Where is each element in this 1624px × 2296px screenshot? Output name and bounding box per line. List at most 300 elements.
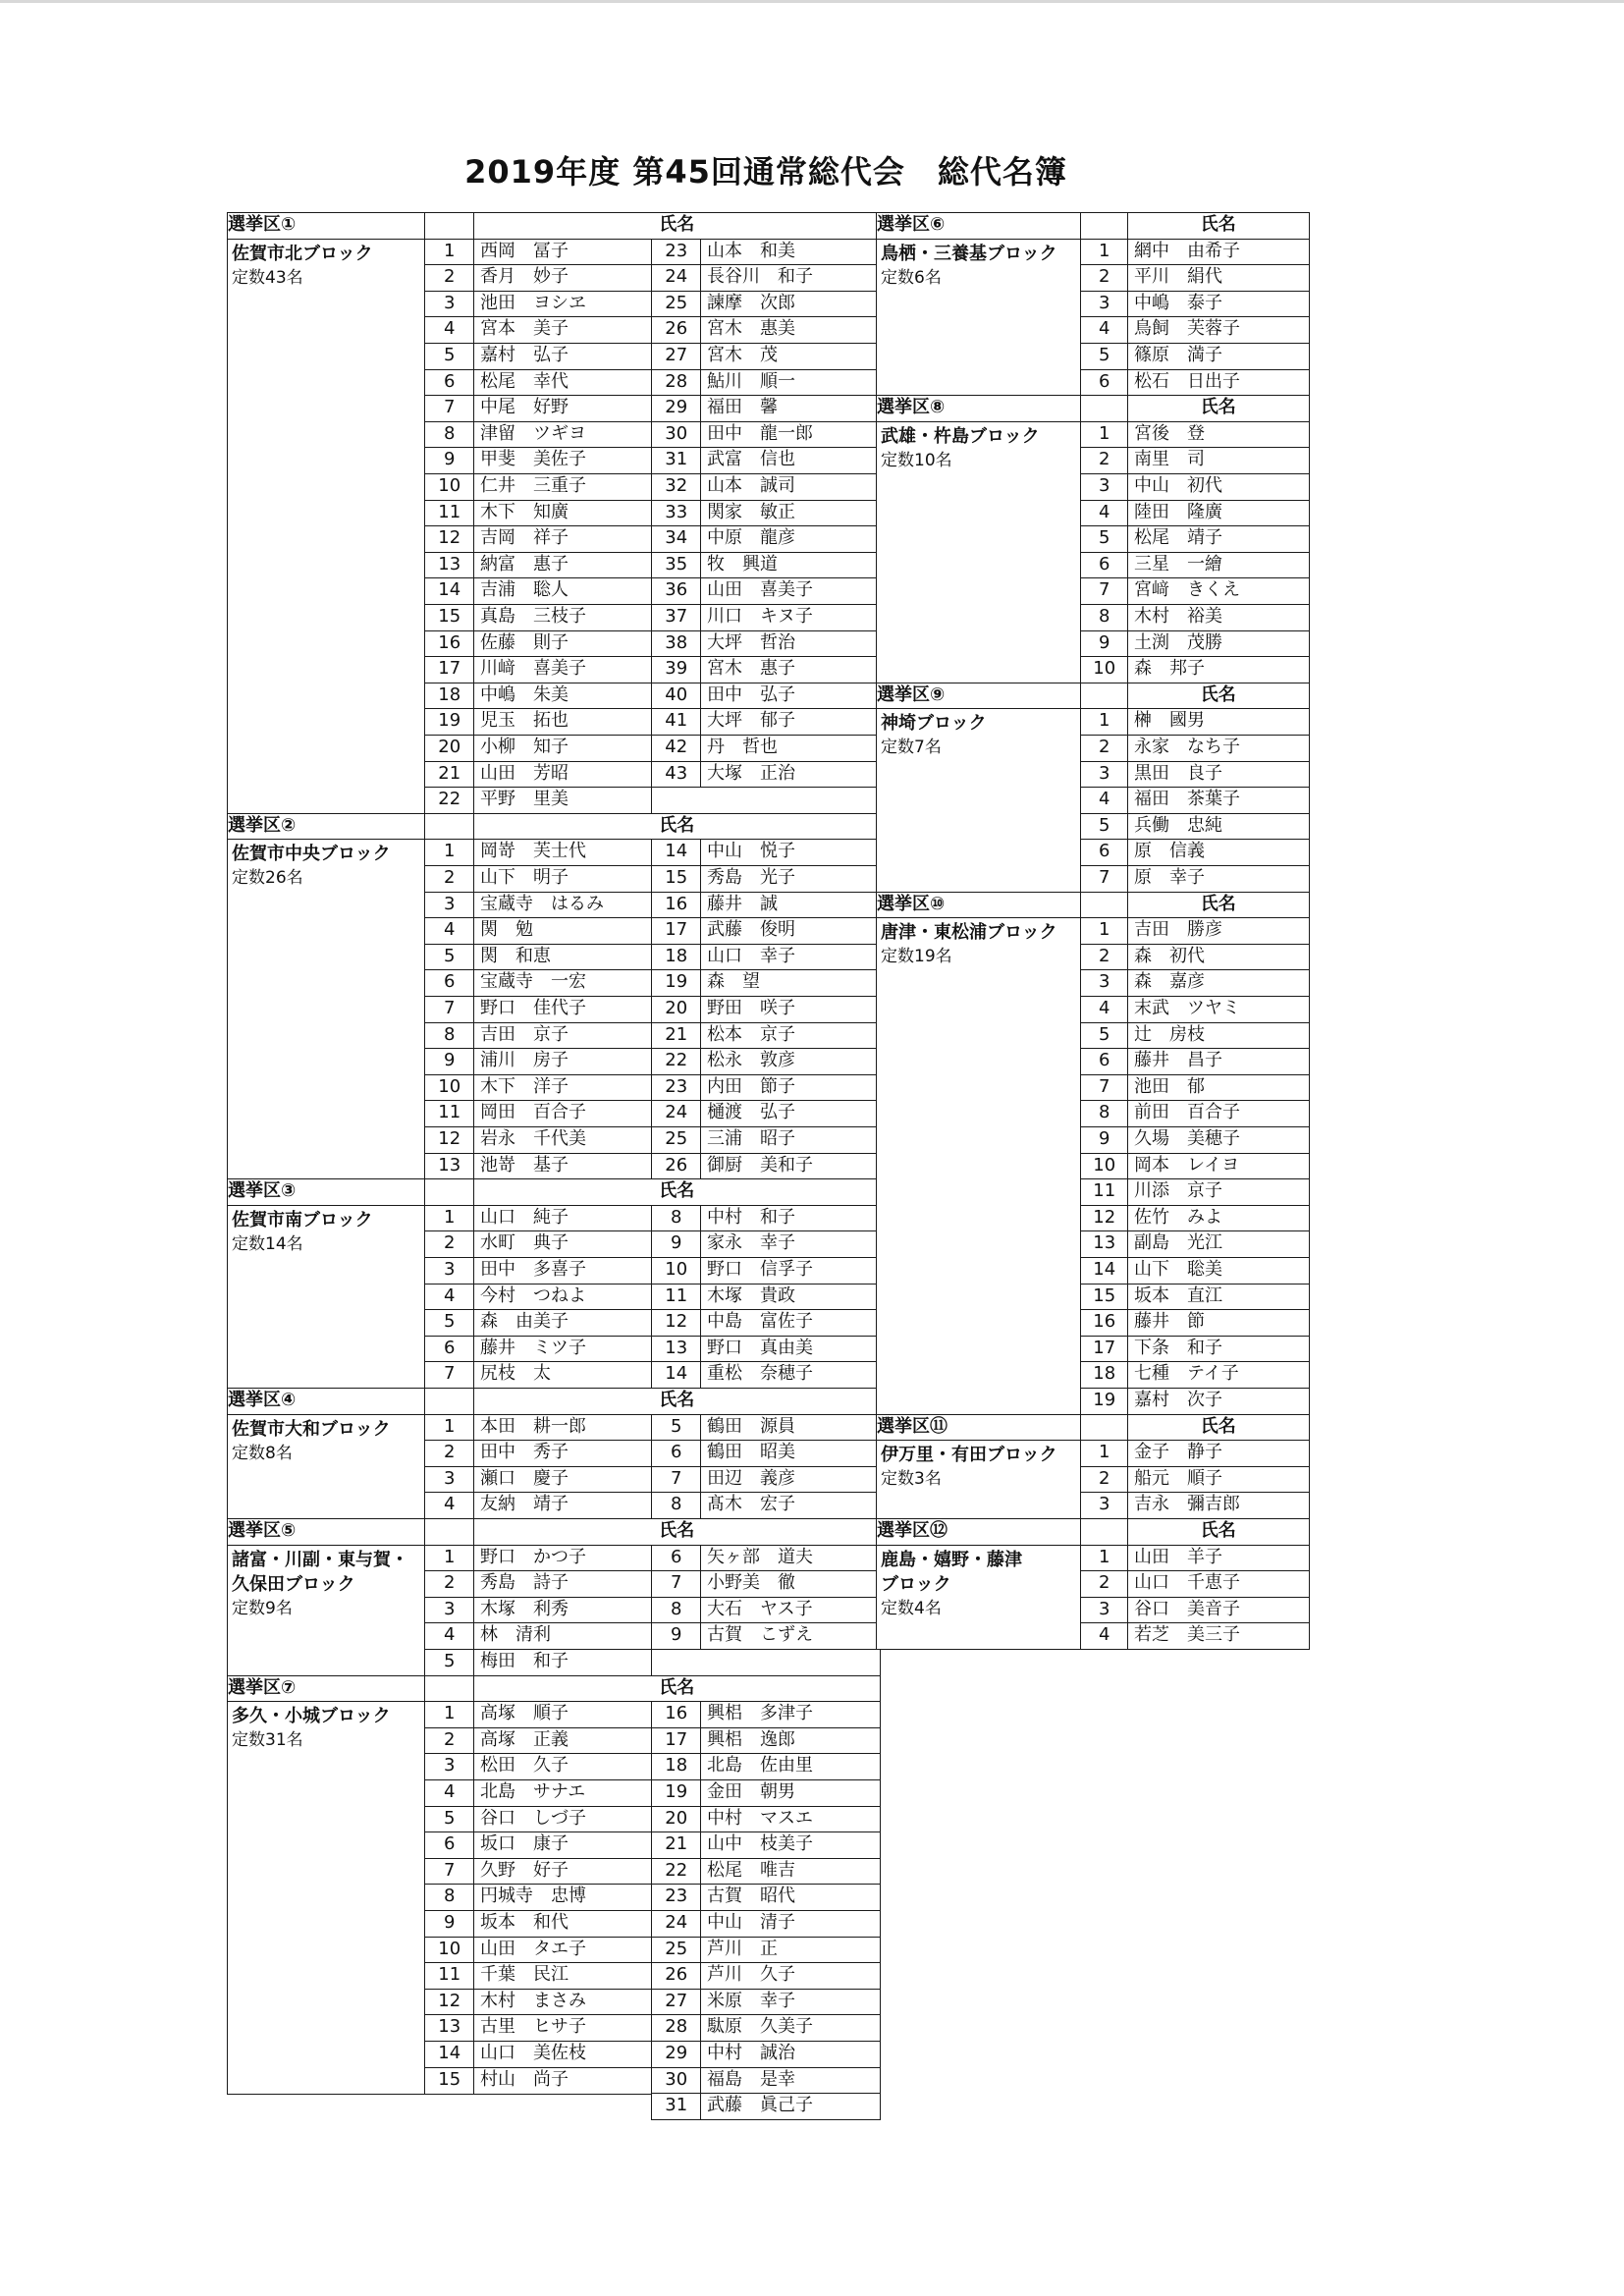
- district-header: 選挙区③: [227, 1178, 426, 1206]
- member-number: 3: [1080, 291, 1129, 318]
- member-number: 2: [1080, 944, 1129, 971]
- member-number: 22: [651, 1048, 702, 1075]
- quota-text: 定数10名: [881, 450, 952, 470]
- member-number: 6: [1080, 1048, 1129, 1075]
- member-name: 真島 三枝子: [473, 604, 653, 631]
- member-number: 7: [1080, 865, 1129, 893]
- member-name: 谷口 美音子: [1127, 1597, 1310, 1624]
- member-name: 森 望: [700, 969, 881, 997]
- member-name: 瀬口 慶子: [473, 1466, 653, 1494]
- name-header: 氏名: [1127, 1518, 1310, 1546]
- member-name: 鳥飼 芙蓉子: [1127, 316, 1310, 344]
- member-number: 4: [424, 917, 475, 945]
- member-name: 木塚 貴政: [700, 1284, 881, 1311]
- member-number: 1: [424, 1205, 475, 1232]
- quota-text: 定数19名: [881, 947, 952, 967]
- member-name: 岡本 レイヨ: [1127, 1153, 1310, 1180]
- member-number: 29: [651, 395, 702, 422]
- quota-text: 定数26名: [232, 868, 303, 889]
- member-name: 前田 百合子: [1127, 1100, 1310, 1127]
- number-header: [424, 1178, 475, 1206]
- number-header: [424, 1388, 475, 1415]
- member-number: 13: [424, 1153, 475, 1180]
- member-number: 2: [1080, 735, 1129, 762]
- member-name: 山口 純子: [473, 1205, 653, 1232]
- member-number: 25: [651, 1126, 702, 1154]
- number-header: [1080, 892, 1129, 919]
- member-name: 谷口 しづ子: [473, 1806, 653, 1833]
- block-label: [227, 239, 426, 815]
- member-name: 芦川 久子: [700, 1962, 881, 1990]
- member-number: 9: [651, 1622, 702, 1650]
- member-name: 大坪 哲治: [700, 630, 881, 658]
- member-name: 古賀 こずえ: [700, 1622, 881, 1650]
- member-number: 6: [424, 1336, 475, 1363]
- member-name: 高塚 順子: [473, 1701, 653, 1728]
- member-number: 3: [1080, 1597, 1129, 1624]
- member-number: 2: [424, 1570, 475, 1598]
- member-name: 末武 ツヤミ: [1127, 996, 1310, 1023]
- member-number: 7: [1080, 577, 1129, 605]
- member-number: 3: [424, 1466, 475, 1494]
- district-header: 選挙区⑫: [876, 1518, 1082, 1546]
- member-number: 15: [1080, 1284, 1129, 1311]
- member-number: 9: [1080, 630, 1129, 658]
- name-header: 氏名: [473, 1518, 881, 1546]
- block-label: [876, 917, 1082, 1415]
- district-header: 選挙区⑨: [876, 683, 1082, 710]
- member-number: 24: [651, 1910, 702, 1938]
- member-number: 20: [651, 1806, 702, 1833]
- block-label: [227, 1205, 426, 1390]
- member-name: 陸田 隆廣: [1127, 500, 1310, 527]
- member-number: 8: [651, 1597, 702, 1624]
- member-number: 5: [1080, 525, 1129, 553]
- member-number: 13: [424, 2014, 475, 2042]
- member-name: 松尾 幸代: [473, 369, 653, 397]
- member-number: 16: [651, 1701, 702, 1728]
- quota-text: 定数31名: [232, 1730, 303, 1751]
- member-number: 6: [1080, 369, 1129, 397]
- member-name: 香月 妙子: [473, 264, 653, 292]
- member-number: 22: [424, 787, 475, 814]
- member-number: 27: [651, 343, 702, 370]
- member-name: 西岡 冨子: [473, 239, 653, 266]
- member-name: 坂本 和代: [473, 1910, 653, 1938]
- member-name: 興梠 逸郎: [700, 1727, 881, 1755]
- member-name: 松尾 靖子: [1127, 525, 1310, 553]
- member-number: 22: [651, 1858, 702, 1886]
- member-name: 牧 興道: [700, 552, 881, 579]
- member-number: 9: [424, 447, 475, 474]
- member-name: 兵働 忠純: [1127, 813, 1310, 841]
- member-number: 17: [651, 917, 702, 945]
- member-number: 10: [1080, 1153, 1129, 1180]
- member-number: 23: [651, 239, 702, 266]
- member-number: 10: [424, 1937, 475, 1964]
- member-name: 秀島 光子: [700, 865, 881, 893]
- member-name: 下条 和子: [1127, 1336, 1310, 1363]
- member-number: 20: [424, 735, 475, 762]
- name-header: 氏名: [1127, 683, 1310, 710]
- member-name: 金田 朝男: [700, 1779, 881, 1807]
- member-name: 山下 聡美: [1127, 1257, 1310, 1285]
- member-number: 6: [424, 369, 475, 397]
- member-name: 武藤 眞己子: [700, 2093, 881, 2120]
- member-number: 19: [651, 1779, 702, 1807]
- member-number: 8: [1080, 1100, 1129, 1127]
- quota-text: 定数4名: [881, 1598, 942, 1618]
- member-name: 原 信義: [1127, 839, 1310, 866]
- member-number: 15: [651, 865, 702, 893]
- member-number: 20: [651, 996, 702, 1023]
- member-number: 17: [651, 1727, 702, 1755]
- member-name: 松石 日出子: [1127, 369, 1310, 397]
- number-header: [424, 212, 475, 240]
- member-name: 副島 光江: [1127, 1230, 1310, 1258]
- member-name: 山本 和美: [700, 239, 881, 266]
- member-number: 34: [651, 525, 702, 553]
- member-number: 13: [651, 1336, 702, 1363]
- member-name: 小柳 知子: [473, 735, 653, 762]
- quota-text: 定数8名: [232, 1443, 293, 1463]
- member-name: 吉田 京子: [473, 1022, 653, 1050]
- member-number: 6: [651, 1545, 702, 1572]
- member-number: 16: [651, 892, 702, 919]
- empty-cell: [651, 787, 881, 814]
- member-name: 木村 まさみ: [473, 1989, 653, 2016]
- member-name: 中山 悦子: [700, 839, 881, 866]
- member-number: 28: [651, 369, 702, 397]
- member-name: 川口 キヌ子: [700, 604, 881, 631]
- district-header: 選挙区⑩: [876, 892, 1082, 919]
- page-title: 2019年度 第45回通常総代会 総代名簿: [464, 153, 1067, 191]
- member-name: 池田 ヨシヱ: [473, 291, 653, 318]
- member-number: 40: [651, 683, 702, 710]
- member-name: 木下 知廣: [473, 500, 653, 527]
- member-number: 36: [651, 577, 702, 605]
- member-number: 30: [651, 421, 702, 449]
- number-header: [1080, 212, 1129, 240]
- member-name: 岩永 千代美: [473, 1126, 653, 1154]
- member-name: 金子 静子: [1127, 1440, 1310, 1467]
- member-number: 2: [424, 865, 475, 893]
- member-number: 29: [651, 2041, 702, 2068]
- block-name: 久保田ブロック: [232, 1573, 355, 1595]
- member-number: 4: [424, 1779, 475, 1807]
- member-number: 18: [424, 683, 475, 710]
- member-number: 3: [1080, 473, 1129, 501]
- member-name: 榊 國男: [1127, 708, 1310, 736]
- member-name: 山中 枝美子: [700, 1831, 881, 1859]
- member-name: 中村 和子: [700, 1205, 881, 1232]
- member-name: 久野 好子: [473, 1858, 653, 1886]
- member-number: 10: [424, 1074, 475, 1102]
- member-name: 大坪 郁子: [700, 708, 881, 736]
- member-name: 芦川 正: [700, 1937, 881, 1964]
- member-number: 26: [651, 316, 702, 344]
- member-number: 43: [651, 761, 702, 789]
- block-name: 武雄・杵島ブロック: [881, 425, 1040, 447]
- member-name: 嘉村 次子: [1127, 1388, 1310, 1415]
- member-name: 山口 美佐枝: [473, 2041, 653, 2068]
- member-name: 今村 つねよ: [473, 1284, 653, 1311]
- member-number: 30: [651, 2067, 702, 2095]
- member-name: 大石 ヤス子: [700, 1597, 881, 1624]
- member-name: 本田 耕一郎: [473, 1414, 653, 1442]
- member-number: 7: [424, 1361, 475, 1389]
- member-number: 4: [424, 316, 475, 344]
- member-name: 田辺 義彦: [700, 1466, 881, 1494]
- member-name: 吉岡 祥子: [473, 525, 653, 553]
- member-name: 黒田 良子: [1127, 761, 1310, 789]
- member-name: 原 幸子: [1127, 865, 1310, 893]
- member-number: 1: [424, 839, 475, 866]
- member-name: 松田 久子: [473, 1753, 653, 1780]
- member-name: 山口 千恵子: [1127, 1570, 1310, 1598]
- member-name: 諫摩 次郎: [700, 291, 881, 318]
- block-name: 諸富・川副・東与賀・: [232, 1549, 408, 1570]
- member-number: 33: [651, 500, 702, 527]
- member-name: 森 由美子: [473, 1309, 653, 1337]
- member-number: 7: [651, 1570, 702, 1598]
- member-number: 17: [1080, 1336, 1129, 1363]
- member-name: 土渕 茂勝: [1127, 630, 1310, 658]
- member-number: 7: [651, 1466, 702, 1494]
- member-number: 5: [424, 944, 475, 971]
- member-number: 3: [424, 1597, 475, 1624]
- member-number: 13: [424, 552, 475, 579]
- member-number: 25: [651, 1937, 702, 1964]
- member-number: 8: [424, 1022, 475, 1050]
- member-name: 宮後 登: [1127, 421, 1310, 449]
- member-number: 26: [651, 1962, 702, 1990]
- member-name: 三浦 昭子: [700, 1126, 881, 1154]
- member-number: 14: [651, 1361, 702, 1389]
- name-header: 氏名: [473, 1388, 881, 1415]
- block-name: 唐津・東松浦ブロック: [881, 922, 1057, 944]
- member-number: 8: [424, 1884, 475, 1911]
- member-number: 6: [1080, 552, 1129, 579]
- member-name: 七種 テイ子: [1127, 1361, 1310, 1389]
- member-number: 26: [651, 1153, 702, 1180]
- member-number: 21: [651, 1022, 702, 1050]
- block-name: 鳥栖・三養基ブロック: [881, 243, 1057, 264]
- member-number: 9: [1080, 1126, 1129, 1154]
- member-name: 中村 マスエ: [700, 1806, 881, 1833]
- member-number: 1: [424, 1701, 475, 1728]
- member-number: 11: [1080, 1178, 1129, 1206]
- member-number: 11: [424, 1100, 475, 1127]
- member-name: 藤井 誠: [700, 892, 881, 919]
- member-number: 39: [651, 656, 702, 683]
- member-name: 宮本 美子: [473, 316, 653, 344]
- member-number: 37: [651, 604, 702, 631]
- member-number: 5: [1080, 1022, 1129, 1050]
- district-header: 選挙区⑦: [227, 1675, 426, 1703]
- member-number: 11: [651, 1284, 702, 1311]
- member-name: 武藤 俊明: [700, 917, 881, 945]
- name-header: 氏名: [1127, 212, 1310, 240]
- member-name: 長谷川 和子: [700, 264, 881, 292]
- member-name: 宝蔵寺 一宏: [473, 969, 653, 997]
- member-number: 12: [424, 525, 475, 553]
- member-name: 北島 サナエ: [473, 1779, 653, 1807]
- member-name: 中嶋 泰子: [1127, 291, 1310, 318]
- member-name: 吉浦 聡人: [473, 577, 653, 605]
- member-name: 山口 幸子: [700, 944, 881, 971]
- member-number: 2: [1080, 264, 1129, 292]
- name-header: 氏名: [473, 1675, 881, 1703]
- member-number: 21: [651, 1831, 702, 1859]
- member-name: 森 邦子: [1127, 656, 1310, 683]
- member-name: 平川 絹代: [1127, 264, 1310, 292]
- member-name: 中嶋 朱美: [473, 683, 653, 710]
- member-number: 6: [424, 969, 475, 997]
- quota-text: 定数9名: [232, 1598, 293, 1618]
- member-number: 6: [424, 1831, 475, 1859]
- member-name: 吉永 彌吉郎: [1127, 1492, 1310, 1519]
- district-header: 選挙区⑪: [876, 1414, 1082, 1442]
- member-number: 24: [651, 264, 702, 292]
- member-name: 納富 惠子: [473, 552, 653, 579]
- member-number: 15: [424, 2067, 475, 2095]
- member-number: 12: [651, 1309, 702, 1337]
- member-number: 18: [1080, 1361, 1129, 1389]
- member-number: 1: [1080, 1440, 1129, 1467]
- member-number: 11: [424, 1962, 475, 1990]
- member-name: 宮木 茂: [700, 343, 881, 370]
- member-number: 8: [651, 1492, 702, 1519]
- member-name: 興梠 多津子: [700, 1701, 881, 1728]
- member-name: 浦川 房子: [473, 1048, 653, 1075]
- member-name: 家永 幸子: [700, 1230, 881, 1258]
- name-header: 氏名: [473, 1178, 881, 1206]
- member-number: 4: [424, 1492, 475, 1519]
- member-number: 41: [651, 708, 702, 736]
- member-name: 友納 靖子: [473, 1492, 653, 1519]
- member-number: 8: [1080, 604, 1129, 631]
- member-name: 鶴田 源員: [700, 1414, 881, 1442]
- member-name: 坂口 康子: [473, 1831, 653, 1859]
- member-name: 佐竹 みよ: [1127, 1205, 1310, 1232]
- block-name: 佐賀市中央ブロック: [232, 844, 391, 865]
- member-number: 7: [424, 1858, 475, 1886]
- member-number: 4: [1080, 996, 1129, 1023]
- member-name: 池田 郁: [1127, 1074, 1310, 1102]
- block-label: [876, 1545, 1082, 1651]
- member-name: 米原 幸子: [700, 1989, 881, 2016]
- member-number: 2: [424, 1230, 475, 1258]
- block-name: 佐賀市大和ブロック: [232, 1418, 391, 1440]
- number-header: [424, 1518, 475, 1546]
- member-name: 藤井 節: [1127, 1309, 1310, 1337]
- member-number: 5: [651, 1414, 702, 1442]
- member-name: 藤井 昌子: [1127, 1048, 1310, 1075]
- number-header: [1080, 683, 1129, 710]
- member-number: 9: [651, 1230, 702, 1258]
- member-name: 樋渡 弘子: [700, 1100, 881, 1127]
- member-name: 永家 なち子: [1127, 735, 1310, 762]
- member-name: 森 嘉彦: [1127, 969, 1310, 997]
- block-label: [876, 421, 1082, 684]
- member-number: 23: [651, 1074, 702, 1102]
- member-number: 19: [1080, 1388, 1129, 1415]
- member-name: 山下 明子: [473, 865, 653, 893]
- member-number: 24: [651, 1100, 702, 1127]
- member-name: 船元 順子: [1127, 1466, 1310, 1494]
- member-number: 12: [424, 1126, 475, 1154]
- member-number: 25: [651, 291, 702, 318]
- quota-text: 定数14名: [232, 1233, 303, 1254]
- member-name: 辻 房枝: [1127, 1022, 1310, 1050]
- member-name: 田中 秀子: [473, 1440, 653, 1467]
- member-name: 中村 誠治: [700, 2041, 881, 2068]
- member-name: 松尾 唯吉: [700, 1858, 881, 1886]
- member-name: 尻枝 太: [473, 1361, 653, 1389]
- member-number: 10: [651, 1257, 702, 1285]
- member-number: 5: [424, 343, 475, 370]
- member-name: 林 清利: [473, 1622, 653, 1650]
- member-number: 9: [424, 1048, 475, 1075]
- member-number: 31: [651, 447, 702, 474]
- member-number: 3: [424, 291, 475, 318]
- member-name: 関家 敏正: [700, 500, 881, 527]
- block-name: ブロック: [881, 1573, 951, 1595]
- member-name: 古里 ヒサ子: [473, 2014, 653, 2042]
- member-number: 15: [424, 604, 475, 631]
- member-name: 久場 美穂子: [1127, 1126, 1310, 1154]
- member-name: 網中 由希子: [1127, 239, 1310, 266]
- member-name: 岡田 百合子: [473, 1100, 653, 1127]
- member-number: 2: [424, 1727, 475, 1755]
- member-number: 18: [651, 944, 702, 971]
- member-name: 児玉 拓也: [473, 708, 653, 736]
- member-number: 1: [1080, 708, 1129, 736]
- member-name: 嘉村 弘子: [473, 343, 653, 370]
- member-name: 佐藤 則子: [473, 630, 653, 658]
- member-number: 4: [1080, 787, 1129, 814]
- empty-cell: [651, 1649, 881, 1676]
- member-name: 南里 司: [1127, 447, 1310, 474]
- member-name: 高塚 正義: [473, 1727, 653, 1755]
- member-name: 丹 哲也: [700, 735, 881, 762]
- member-number: 35: [651, 552, 702, 579]
- number-header: [1080, 1414, 1129, 1442]
- member-number: 7: [424, 395, 475, 422]
- member-number: 1: [1080, 421, 1129, 449]
- member-name: 坂本 直江: [1127, 1284, 1310, 1311]
- member-name: 松本 京子: [700, 1022, 881, 1050]
- member-name: 武富 信也: [700, 447, 881, 474]
- number-header: [1080, 395, 1129, 422]
- member-number: 1: [424, 1414, 475, 1442]
- member-number: 32: [651, 473, 702, 501]
- member-number: 2: [1080, 1466, 1129, 1494]
- member-name: 御厨 美和子: [700, 1153, 881, 1180]
- member-name: 関 和恵: [473, 944, 653, 971]
- member-name: 野口 信孚子: [700, 1257, 881, 1285]
- member-name: 田中 龍一郎: [700, 421, 881, 449]
- member-name: 田中 多喜子: [473, 1257, 653, 1285]
- member-name: 大塚 正治: [700, 761, 881, 789]
- member-number: 3: [1080, 1492, 1129, 1519]
- member-number: 23: [651, 1884, 702, 1911]
- member-number: 5: [424, 1309, 475, 1337]
- member-name: 重松 奈穂子: [700, 1361, 881, 1389]
- member-number: 16: [424, 630, 475, 658]
- district-header: 選挙区②: [227, 813, 426, 841]
